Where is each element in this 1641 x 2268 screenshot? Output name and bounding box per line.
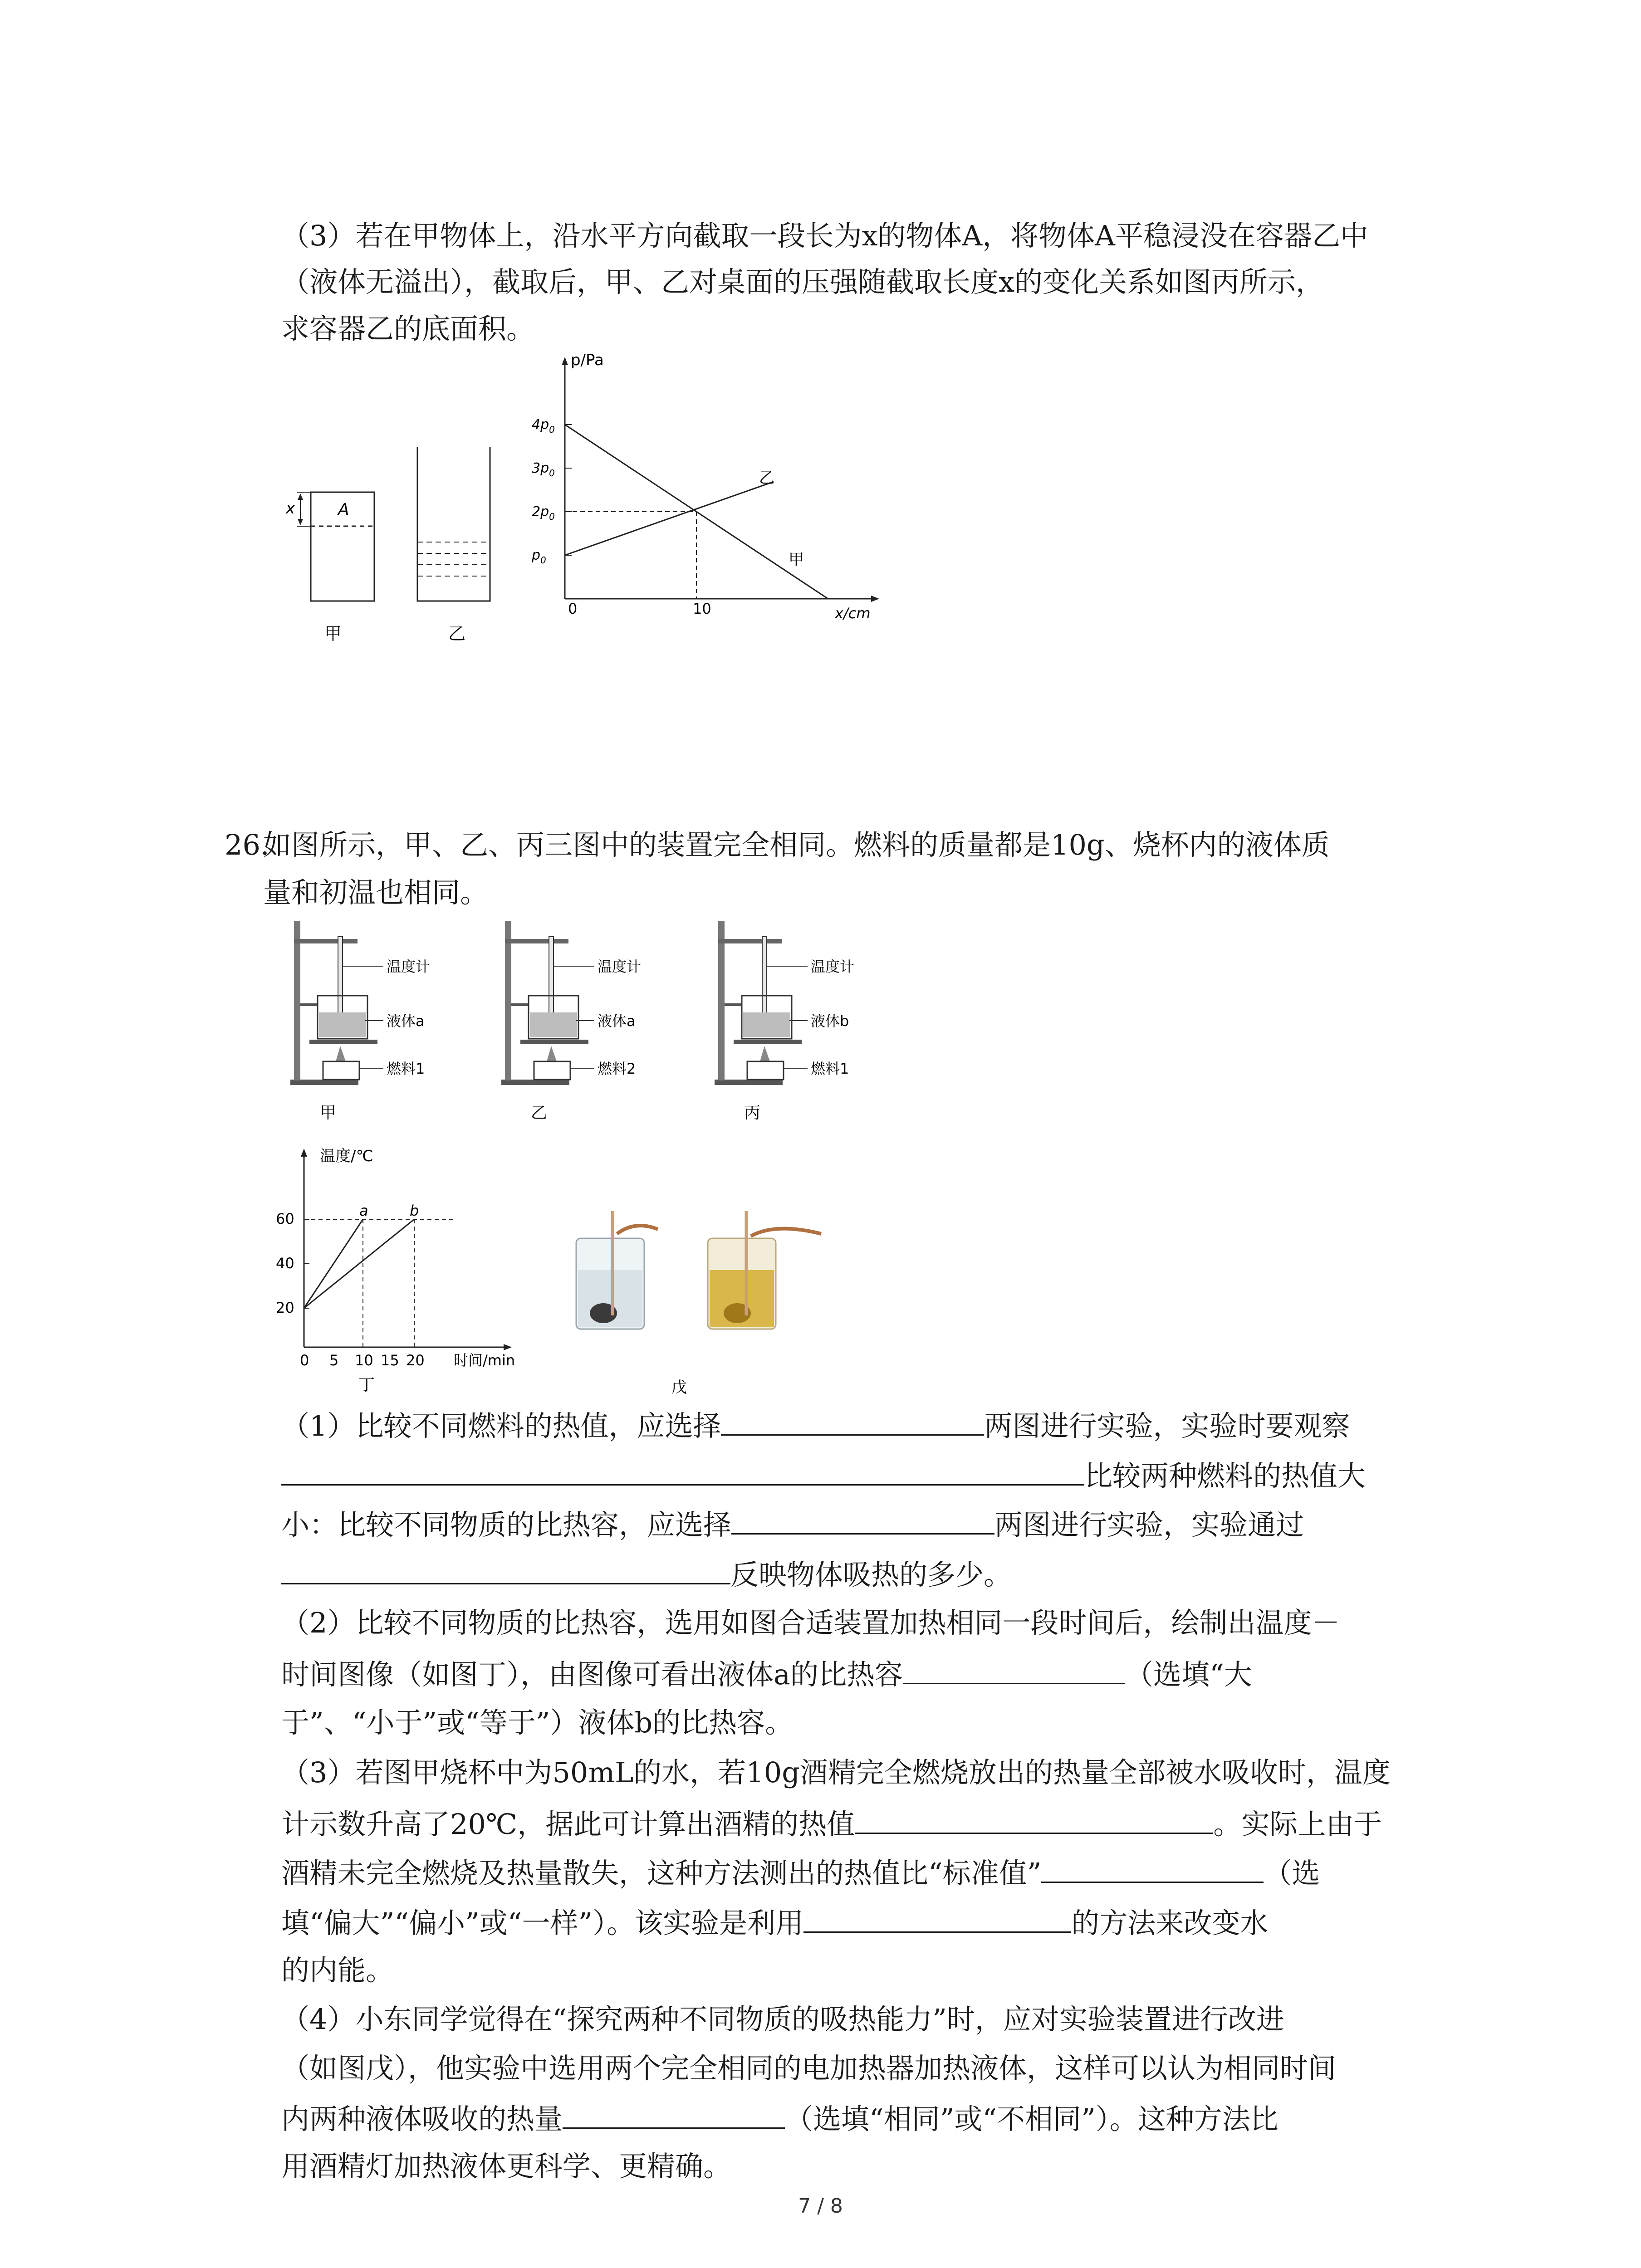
temperature-graph [272,1143,526,1397]
q26-p3-line1: （3）若图甲烧杯中为50mL的水，若10g酒精完全燃烧放出的热量全部被水吸收时，温度 [281,1756,1391,1789]
tgraph-point-b: b [410,1202,419,1219]
series-jia-label: 甲 [789,551,804,569]
apparatus-caption: 乙 [531,1104,548,1122]
answer-blank-8[interactable] [803,1903,1071,1933]
tgraph-y-tick-label: 20 [276,1299,294,1316]
q25-part3-line3: 求容器乙的底面积。 [281,312,535,345]
block-x-label: x [286,499,295,518]
q26-p4-line4: 用酒精灯加热液体更科学、更精确。 [281,2150,732,2183]
figure-yi-container [408,442,499,653]
series-yi-label: 乙 [759,469,774,487]
answer-blank-4[interactable] [281,1555,730,1584]
q26-stem-line2: 量和初温也相同。 [263,876,489,909]
q25-part3-line2: （液体无溢出），截取后，甲、乙对桌面的压强随截取长度x的变化关系如图丙所示， [281,265,1324,298]
label-thermometer: 温度计 [811,958,855,975]
tgraph-y-tick-label: 60 [276,1210,294,1227]
tgraph-line-a [304,1219,363,1308]
answer-blank-9[interactable] [563,2099,785,2129]
apparatus-figures [281,912,894,1129]
tgraph-x-label: 时间/min [454,1352,515,1369]
q26-p1-line2: 比较两种燃料的热值大 [281,1456,1366,1494]
graph-x-axis-label: x/cm [835,605,871,622]
y-tick-label: $p_0$ [532,547,546,566]
photo-caption: 戊 [671,1378,687,1397]
tgraph-y-label: 温度/℃ [320,1147,373,1165]
pressure-graph [526,352,889,633]
tgraph-x-tick-label: 10 [355,1352,373,1369]
figure-jia-block [272,481,390,653]
q26-p4-line2: （如图戊），他实验中选用两个完全相同的电加热器加热液体，这样可以认为相同时间 [281,2052,1337,2085]
label-thermometer: 温度计 [387,958,431,975]
q26-p3-line3: 酒精未完全燃烧及热量散失，这种方法测出的热值比“标准值” （选 [281,1853,1320,1892]
y-tick-label: $4p_0$ [532,417,555,435]
graph-x-tick-10: 10 [693,600,711,617]
label-fuel: 燃料1 [387,1060,425,1077]
y-tick-label: $2p_0$ [532,504,555,522]
q26-p1-line3: 小：比较不同物质的比热容，应选择 两图进行实验，实验通过 [281,1505,1304,1543]
q26-p1-line4: 反映物体吸热的多少。 [281,1555,1012,1593]
label-liquid: 液体b [811,1012,849,1030]
figure-jia-caption: 甲 [324,624,342,644]
answer-blank-1[interactable] [721,1406,984,1436]
apparatus-2 [501,921,641,1122]
apparatus-3 [715,921,854,1122]
apparatus-caption: 甲 [320,1104,337,1122]
tgraph-x-tick-label: 5 [329,1352,339,1369]
q26-p4-line1: （4）小东同学觉得在“探究两种不同物质的吸热能力”时，应对实验装置进行改进 [281,2003,1284,2036]
answer-blank-3[interactable] [731,1505,994,1535]
page-number: 7 / 8 [798,2195,843,2218]
answer-blank-6[interactable] [855,1804,1213,1834]
label-fuel: 燃料1 [811,1060,849,1077]
q25-part3-line1: （3）若在甲物体上，沿水平方向截取一段长为x的物体A，将物体A平稳浸没在容器乙中 [281,219,1368,252]
answer-blank-7[interactable] [1041,1853,1264,1883]
series-yi-line [565,482,774,555]
beakers-photo [567,1202,848,1402]
apparatus-caption: 丙 [744,1104,761,1122]
q26-p4-line3: 内两种液体吸收的热量 （选填“相同”或“不相同”）。这种方法比 [281,2099,1279,2137]
q26-p3-line2: 计示数升高了20℃，据此可计算出酒精的热值 。实际上由于 [281,1804,1382,1843]
tgraph-line-b [304,1219,414,1308]
q26-p1-line1: （1）比较不同燃料的热值，应选择 两图进行实验，实验时要观察 [281,1406,1350,1444]
label-liquid: 液体a [598,1012,636,1030]
q26-p2-line1: （2）比较不同物质的比热容，选用如图合适装置加热相同一段时间后，绘制出温度－ [281,1606,1340,1639]
q26-p2-line2: 时间图像（如图丁），由图像可看出液体a的比热容 （选填“大 [281,1655,1252,1693]
q26-stem-line1: 如图所示，甲、乙、丙三图中的装置完全相同。燃料的质量都是10g、烧杯内的液体质 [263,828,1330,861]
tgraph-y-tick-label: 40 [276,1255,294,1272]
q26-p3-line5: 的内能。 [281,1954,394,1987]
label-thermometer: 温度计 [598,958,642,975]
answer-blank-2[interactable] [281,1456,1084,1486]
tgraph-caption: 丁 [358,1376,375,1394]
apparatus-1 [290,921,430,1122]
figure-yi-caption: 乙 [448,624,466,644]
graph-origin: 0 [568,600,578,617]
tgraph-x-tick-label: 0 [300,1352,309,1369]
tgraph-point-a: a [359,1202,368,1219]
block-a-label: A [338,500,349,519]
beaker-left [576,1211,658,1329]
q26-p2-line3: 于”、“小于”或“等于”）液体b的比热容。 [281,1706,794,1739]
answer-blank-5[interactable] [903,1655,1125,1684]
q26-p3-line4: 填“偏大”“偏小”或“一样”）。该实验是利用 的方法来改变水 [281,1903,1268,1941]
tgraph-x-tick-label: 20 [406,1352,425,1369]
graph-y-axis-label: p/Pa [571,351,604,369]
tgraph-x-tick-label: 15 [381,1352,399,1369]
beaker-right [708,1211,821,1329]
label-liquid: 液体a [387,1012,425,1030]
y-tick-label: $3p_0$ [532,460,555,479]
label-fuel: 燃料2 [598,1060,636,1077]
q26-number: 26. [225,828,269,861]
